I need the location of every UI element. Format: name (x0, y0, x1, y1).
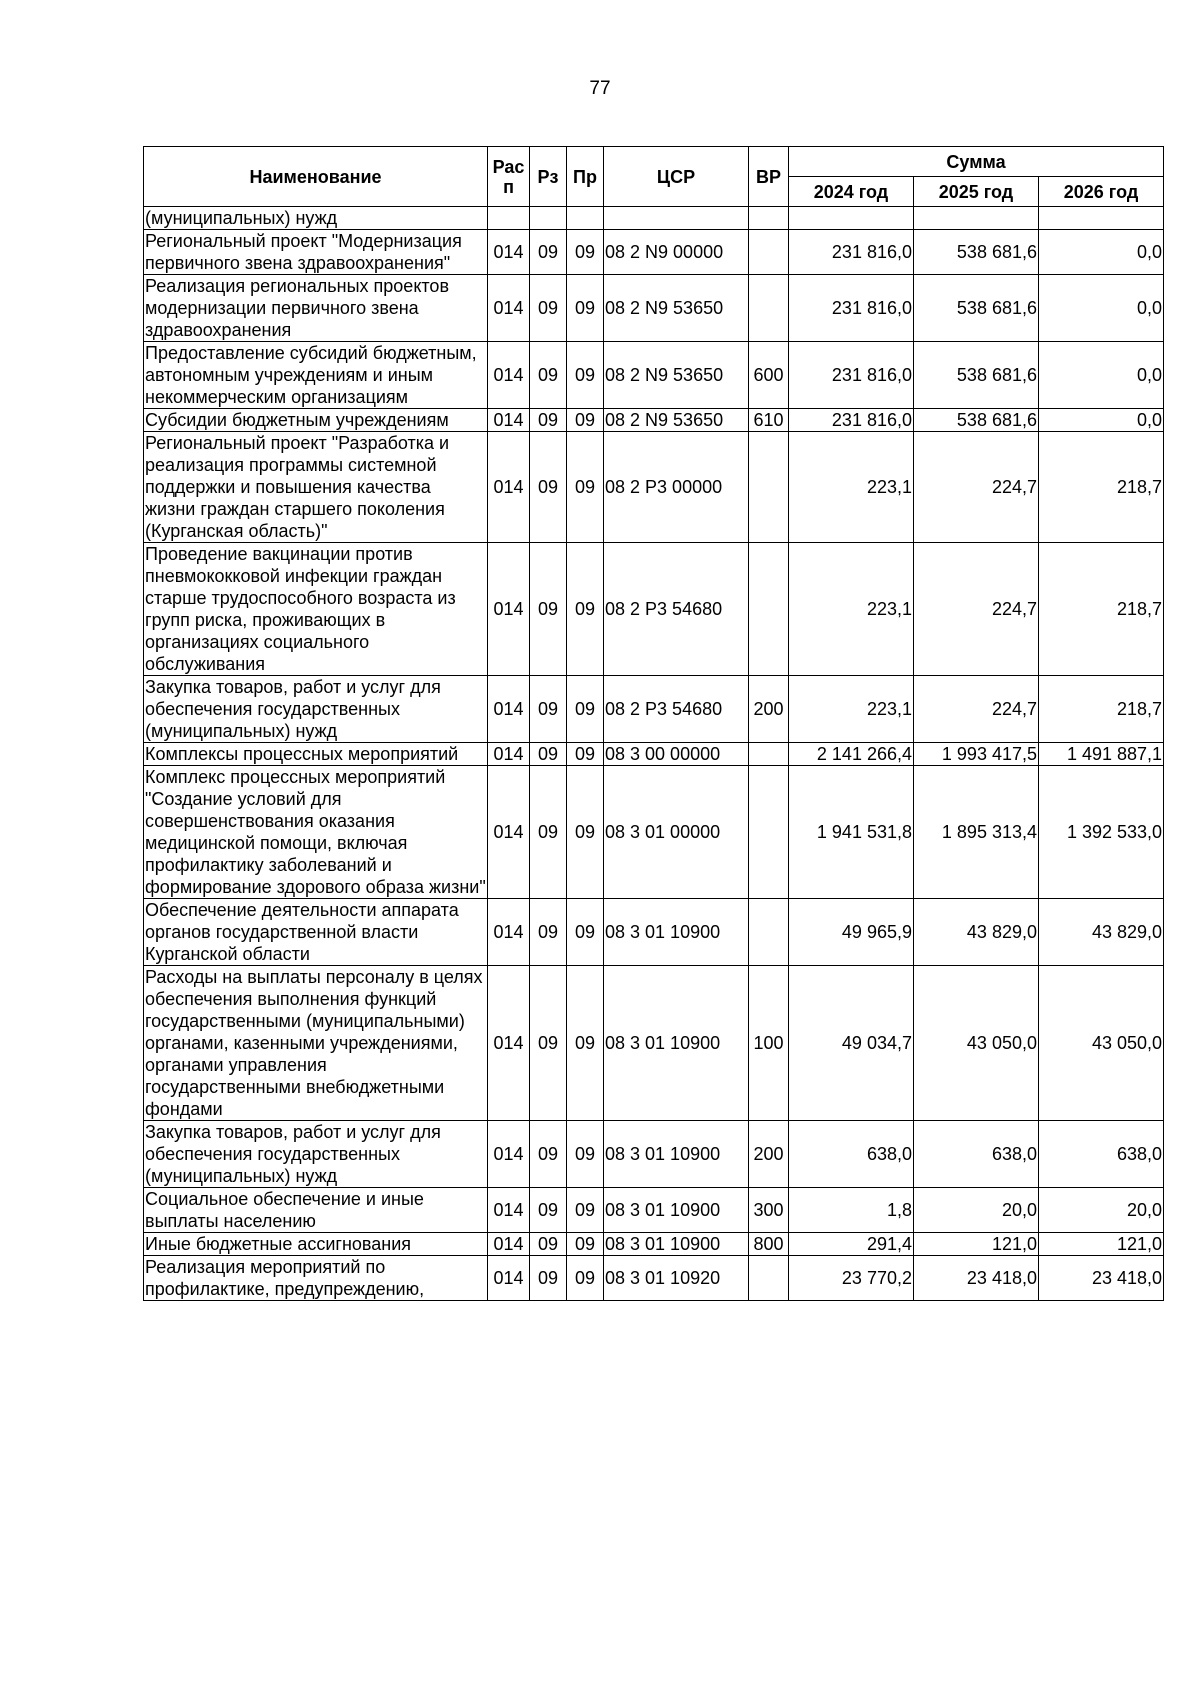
cell-pr: 09 (567, 432, 604, 543)
cell-name: Комплекс процессных мероприятий "Создание условий для совершенствования оказания медицинской помощи, включая профилактику заболеваний и формирование здорового образа жизни" (145, 767, 486, 897)
cell-amount-2025: 538 681,6 (914, 230, 1039, 275)
cell-csr: 08 3 00 00000 (604, 743, 749, 766)
cell-csr: 08 3 01 10900 (604, 966, 749, 1121)
cell-amount-2025: 121,0 (914, 1233, 1039, 1256)
cell-csr: 08 2 N9 53650 (604, 342, 749, 409)
cell-amount-2024: 223,1 (789, 676, 914, 743)
cell-amount-2024: 49 965,9 (789, 899, 914, 966)
table-row (144, 1256, 1164, 1301)
cell-amount-2025: 23 418,0 (914, 1256, 1039, 1301)
table-row (144, 432, 1164, 543)
cell-pr: 09 (567, 342, 604, 409)
cell-amount-2024: 231 816,0 (789, 409, 914, 432)
cell-rasp: 014 (488, 1233, 530, 1256)
table-row (144, 676, 1164, 743)
cell-name: Комплексы процессных мероприятий (144, 743, 488, 766)
header-vr: ВР (749, 147, 789, 207)
cell-vr (749, 207, 789, 230)
cell-rz (530, 207, 567, 230)
cell-csr: 08 2 P3 00000 (604, 432, 749, 543)
cell-name: Предоставление субсидий бюджетным, автономным учреждениям и иным некоммерческим организациям (144, 342, 488, 409)
cell-rz: 09 (530, 543, 567, 676)
cell-pr: 09 (567, 1233, 604, 1256)
cell-vr (749, 766, 789, 899)
cell-vr (749, 432, 789, 543)
cell-csr: 08 3 01 00000 (604, 766, 749, 899)
cell-name: Социальное обеспечение и иные выплаты населению (144, 1188, 488, 1233)
cell-pr (567, 207, 604, 230)
cell-rasp: 014 (488, 966, 530, 1121)
cell-amount-2025: 43 829,0 (914, 899, 1039, 966)
table-row (144, 966, 1164, 1121)
cell-amount-2026: 20,0 (1039, 1188, 1164, 1233)
cell-csr: 08 2 P3 54680 (604, 543, 749, 676)
header-year-2025: 2025 год (914, 177, 1039, 207)
cell-name: Закупка товаров, работ и услуг для обеспечения государственных (муниципальных) нужд (144, 676, 488, 743)
cell-name: Региональный проект "Модернизация первичного звена здравоохранения" (144, 230, 488, 275)
cell-rz: 09 (530, 1121, 567, 1188)
cell-vr (749, 230, 789, 275)
table-row (144, 1121, 1164, 1188)
cell-vr: 600 (749, 342, 789, 409)
cell-rz: 09 (530, 766, 567, 899)
cell-amount-2024: 231 816,0 (789, 342, 914, 409)
header-year-2026: 2026 год (1039, 177, 1164, 207)
cell-amount-2025: 1 895 313,4 (914, 766, 1039, 899)
cell-csr: 08 2 N9 00000 (604, 230, 749, 275)
cell-amount-2024: 231 816,0 (789, 275, 914, 342)
cell-vr (749, 275, 789, 342)
cell-amount-2025: 538 681,6 (914, 342, 1039, 409)
cell-pr: 09 (567, 543, 604, 676)
cell-name: Обеспечение деятельности аппарата органов государственной власти Курганской области (144, 899, 488, 966)
cell-amount-2025: 20,0 (914, 1188, 1039, 1233)
cell-name: (муниципальных) нужд (144, 207, 488, 230)
cell-amount-2026: 43 050,0 (1039, 966, 1164, 1121)
cell-rasp: 014 (488, 543, 530, 676)
cell-amount-2026: 218,7 (1039, 676, 1164, 743)
cell-vr: 800 (749, 1233, 789, 1256)
cell-amount-2026: 638,0 (1039, 1121, 1164, 1188)
page-number: 77 (589, 78, 611, 99)
table-row (144, 275, 1164, 342)
cell-amount-2026: 1 392 533,0 (1039, 766, 1164, 899)
cell-amount-2026: 1 491 887,1 (1039, 743, 1164, 766)
header-rasp: Рас п (488, 147, 530, 207)
table-row (144, 766, 1164, 899)
cell-name: Реализация мероприятий по профилактике, предупреждению, (144, 1256, 488, 1301)
cell-rz: 09 (530, 1188, 567, 1233)
cell-amount-2024: 638,0 (789, 1121, 914, 1188)
cell-csr: 08 3 01 10900 (604, 1121, 749, 1188)
cell-amount-2024: 49 034,7 (789, 966, 914, 1121)
table-row (144, 342, 1164, 409)
cell-rasp: 014 (488, 230, 530, 275)
cell-pr: 09 (567, 899, 604, 966)
cell-rasp: 014 (488, 1121, 530, 1188)
cell-amount-2025: 224,7 (914, 432, 1039, 543)
header-summa: Сумма (789, 147, 1164, 177)
cell-rasp: 014 (488, 743, 530, 766)
cell-amount-2024: 231 816,0 (789, 230, 914, 275)
cell-pr: 09 (567, 1121, 604, 1188)
cell-csr: 08 2 N9 53650 (604, 409, 749, 432)
header-rz: Рз (530, 147, 567, 207)
cell-amount-2024: 223,1 (789, 543, 914, 676)
table-row (144, 207, 1164, 230)
cell-csr: 08 3 01 10920 (604, 1256, 749, 1301)
cell-rz: 09 (530, 432, 567, 543)
table-row (144, 543, 1164, 676)
cell-amount-2024: 23 770,2 (789, 1256, 914, 1301)
cell-pr: 09 (567, 1188, 604, 1233)
cell-csr: 08 3 01 10900 (604, 1188, 749, 1233)
cell-rasp: 014 (488, 409, 530, 432)
cell-amount-2024: 1 941 531,8 (789, 766, 914, 899)
table-row (144, 743, 1164, 766)
cell-pr: 09 (567, 1256, 604, 1301)
cell-rasp: 014 (488, 899, 530, 966)
cell-amount-2025: 638,0 (914, 1121, 1039, 1188)
cell-pr: 09 (567, 409, 604, 432)
cell-csr: 08 2 P3 54680 (604, 676, 749, 743)
cell-amount-2026: 218,7 (1039, 432, 1164, 543)
cell-csr: 08 3 01 10900 (604, 1233, 749, 1256)
cell-name: Субсидии бюджетным учреждениям (144, 409, 488, 432)
cell-amount-2026: 0,0 (1039, 275, 1164, 342)
cell-vr (749, 899, 789, 966)
cell-amount-2024: 1,8 (789, 1188, 914, 1233)
cell-amount-2025 (914, 207, 1039, 230)
cell-pr: 09 (567, 966, 604, 1121)
cell-rz: 09 (530, 342, 567, 409)
cell-vr: 200 (749, 1121, 789, 1188)
cell-rasp: 014 (488, 766, 530, 899)
cell-rasp: 014 (488, 1256, 530, 1301)
cell-csr (604, 207, 749, 230)
cell-pr: 09 (567, 676, 604, 743)
cell-vr (749, 543, 789, 676)
cell-pr: 09 (567, 743, 604, 766)
cell-rz: 09 (530, 275, 567, 342)
cell-pr: 09 (567, 230, 604, 275)
cell-amount-2024: 291,4 (789, 1233, 914, 1256)
cell-rz: 09 (530, 743, 567, 766)
cell-rz: 09 (530, 1233, 567, 1256)
cell-amount-2026: 0,0 (1039, 342, 1164, 409)
table-row (144, 409, 1164, 432)
cell-rasp (488, 207, 530, 230)
cell-name: Расходы на выплаты персоналу в целях обеспечения выполнения функций государственными (муниципальными) органами, казенными учреждениями, органами управления государственными внебюджетными фондами (144, 966, 488, 1121)
cell-amount-2026: 43 829,0 (1039, 899, 1164, 966)
cell-amount-2026: 121,0 (1039, 1233, 1164, 1256)
cell-csr: 08 2 N9 53650 (604, 275, 749, 342)
cell-amount-2026 (1039, 207, 1164, 230)
table-row (144, 1233, 1164, 1256)
cell-rz: 09 (530, 899, 567, 966)
cell-vr (749, 743, 789, 766)
cell-vr: 610 (749, 409, 789, 432)
cell-amount-2026: 0,0 (1039, 409, 1164, 432)
cell-rz: 09 (530, 676, 567, 743)
cell-amount-2026: 0,0 (1039, 230, 1164, 275)
header-name: Наименование (144, 147, 488, 207)
cell-pr: 09 (567, 766, 604, 899)
cell-amount-2026: 23 418,0 (1039, 1256, 1164, 1301)
budget-table (143, 146, 1164, 1301)
table-row (144, 1188, 1164, 1233)
cell-rasp: 014 (488, 432, 530, 543)
cell-rz: 09 (530, 1256, 567, 1301)
header-pr: Пр (567, 147, 604, 207)
cell-vr: 300 (749, 1188, 789, 1233)
cell-rasp: 014 (488, 676, 530, 743)
cell-name: Реализация региональных проектов модернизации первичного звена здравоохранения (144, 275, 488, 342)
cell-csr: 08 3 01 10900 (604, 899, 749, 966)
cell-amount-2024: 223,1 (789, 432, 914, 543)
cell-amount-2025: 1 993 417,5 (914, 743, 1039, 766)
cell-name: Региональный проект "Разработка и реализация программы системной поддержки и повышения качества жизни граждан старшего поколения (Курганская область)" (144, 432, 488, 543)
cell-amount-2026: 218,7 (1039, 543, 1164, 676)
cell-amount-2025: 224,7 (914, 543, 1039, 676)
cell-vr: 200 (749, 676, 789, 743)
cell-amount-2024: 2 141 266,4 (789, 743, 914, 766)
cell-vr: 100 (749, 966, 789, 1121)
header-year-2024: 2024 год (789, 177, 914, 207)
budget-table-body (144, 207, 1164, 1301)
cell-rz: 09 (530, 966, 567, 1121)
cell-vr (749, 1256, 789, 1301)
cell-name: Проведение вакцинации против пневмококковой инфекции граждан старше трудоспособного возраста из групп риска, проживающих в организациях социального обслуживания (144, 543, 488, 676)
cell-rasp: 014 (488, 1188, 530, 1233)
cell-amount-2025: 224,7 (914, 676, 1039, 743)
cell-amount-2025: 538 681,6 (914, 275, 1039, 342)
cell-amount-2025: 538 681,6 (914, 409, 1039, 432)
header-csr: ЦСР (604, 147, 749, 207)
table-row (144, 230, 1164, 275)
cell-name: Закупка товаров, работ и услуг для обеспечения государственных (муниципальных) нужд (144, 1121, 488, 1188)
cell-rasp: 014 (488, 275, 530, 342)
cell-pr: 09 (567, 275, 604, 342)
cell-amount-2024 (789, 207, 914, 230)
cell-name: Иные бюджетные ассигнования (144, 1233, 488, 1256)
cell-rasp: 014 (488, 342, 530, 409)
cell-rz: 09 (530, 409, 567, 432)
table-row (144, 899, 1164, 966)
cell-rz: 09 (530, 230, 567, 275)
cell-amount-2025: 43 050,0 (914, 966, 1039, 1121)
